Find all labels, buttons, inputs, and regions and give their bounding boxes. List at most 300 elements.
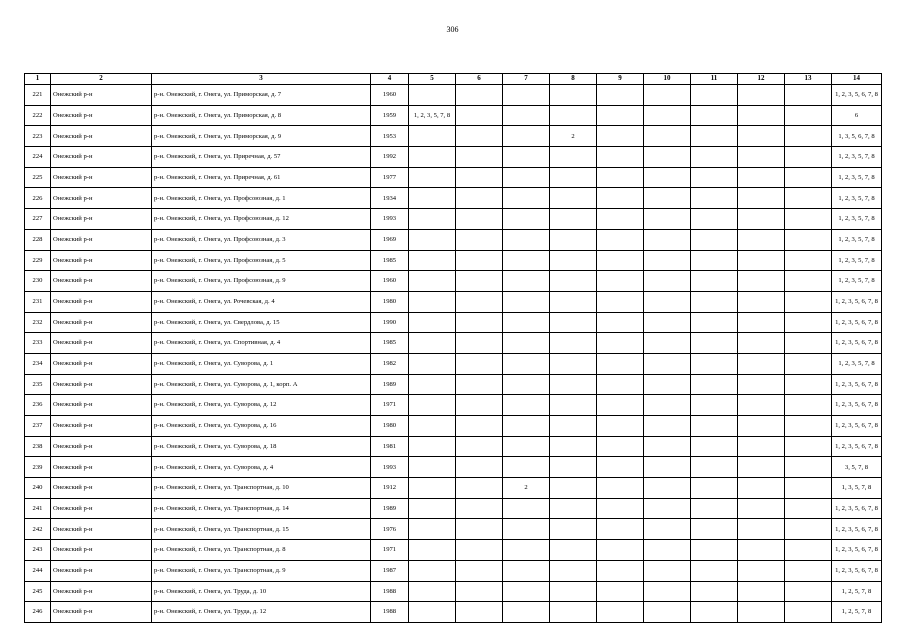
table-row xyxy=(25,271,882,292)
table-cell: р-н. Онежский, г. Онега, ул. Профсоюзная, д. 3 xyxy=(152,229,371,250)
table-cell: 244 xyxy=(25,560,51,581)
table-cell xyxy=(785,85,832,106)
table-cell xyxy=(597,333,644,354)
table-cell: р-н. Онежский, г. Онега, ул. Труда, д. 10 xyxy=(152,581,371,602)
table-cell xyxy=(409,395,456,416)
table-cell xyxy=(409,416,456,437)
table-cell xyxy=(456,374,503,395)
table-cell: 231 xyxy=(25,291,51,312)
table-cell xyxy=(409,602,456,623)
table-cell xyxy=(456,560,503,581)
table-cell xyxy=(738,457,785,478)
table-cell: 1980 xyxy=(371,416,409,437)
table-cell: 1, 2, 3, 5, 6, 7, 8 xyxy=(832,436,882,457)
table-cell xyxy=(691,167,738,188)
table-cell: р-н. Онежский, г. Онега, ул. Профсоюзная, д. 12 xyxy=(152,209,371,230)
table-cell: Онежский р-н xyxy=(51,333,152,354)
table-cell: 227 xyxy=(25,209,51,230)
table-cell xyxy=(550,436,597,457)
table-cell: 223 xyxy=(25,126,51,147)
table-cell xyxy=(644,540,691,561)
table-cell: Онежский р-н xyxy=(51,374,152,395)
table-cell xyxy=(503,250,550,271)
table-row xyxy=(25,353,882,374)
table-cell xyxy=(456,581,503,602)
table-cell: 1982 xyxy=(371,353,409,374)
table-cell: р-н. Онежский, г. Онега, ул. Суворова, д. 1 xyxy=(152,353,371,374)
table-cell xyxy=(550,188,597,209)
table-cell: Онежский р-н xyxy=(51,602,152,623)
table-cell xyxy=(597,250,644,271)
table-cell xyxy=(550,478,597,499)
table-cell xyxy=(738,602,785,623)
table-cell: р-н. Онежский, г. Онега, ул. Труда, д. 12 xyxy=(152,602,371,623)
table-cell xyxy=(738,188,785,209)
table-cell xyxy=(738,498,785,519)
table-cell: 2 xyxy=(550,126,597,147)
table-cell: 1981 xyxy=(371,436,409,457)
table-cell xyxy=(785,478,832,499)
column-header: 3 xyxy=(152,74,371,85)
table-cell: 230 xyxy=(25,271,51,292)
table-cell xyxy=(691,85,738,106)
table-cell: 1, 2, 5, 7, 8 xyxy=(832,602,882,623)
table-cell xyxy=(550,312,597,333)
table-cell xyxy=(738,540,785,561)
table-cell xyxy=(644,436,691,457)
table-row xyxy=(25,540,882,561)
table-cell: 1993 xyxy=(371,457,409,478)
table-cell xyxy=(691,333,738,354)
table-cell: р-н. Онежский, г. Онега, ул. Профсоюзная, д. 1 xyxy=(152,188,371,209)
table-cell xyxy=(691,312,738,333)
table-cell: 1989 xyxy=(371,374,409,395)
table-cell: 1, 2, 3, 5, 7, 8 xyxy=(832,229,882,250)
table-cell xyxy=(409,581,456,602)
table-cell xyxy=(550,395,597,416)
table-row xyxy=(25,395,882,416)
column-header: 9 xyxy=(597,74,644,85)
table-cell: 1, 2, 3, 5, 6, 7, 8 xyxy=(832,560,882,581)
table-cell xyxy=(691,519,738,540)
table-cell: Онежский р-н xyxy=(51,436,152,457)
table-body xyxy=(25,85,882,623)
housing-registry-table xyxy=(24,73,882,623)
table-cell: 225 xyxy=(25,167,51,188)
table-cell: 1990 xyxy=(371,312,409,333)
table-cell xyxy=(550,581,597,602)
table-cell: 1, 2, 3, 5, 6, 7, 8 xyxy=(832,540,882,561)
table-cell xyxy=(456,416,503,437)
table-row xyxy=(25,374,882,395)
table-cell xyxy=(456,147,503,168)
table-cell xyxy=(503,560,550,581)
table-cell xyxy=(597,105,644,126)
table-cell: Онежский р-н xyxy=(51,540,152,561)
table-cell xyxy=(785,291,832,312)
table-cell xyxy=(456,498,503,519)
table-cell: 1953 xyxy=(371,126,409,147)
table-cell xyxy=(785,126,832,147)
table-cell xyxy=(503,147,550,168)
table-cell xyxy=(785,581,832,602)
table-cell xyxy=(597,353,644,374)
table-cell: 1971 xyxy=(371,395,409,416)
column-header: 2 xyxy=(51,74,152,85)
table-cell xyxy=(785,560,832,581)
table-cell: Онежский р-н xyxy=(51,85,152,106)
table-row xyxy=(25,333,882,354)
table-cell xyxy=(503,374,550,395)
table-cell: 232 xyxy=(25,312,51,333)
table-cell xyxy=(644,105,691,126)
table-cell: Онежский р-н xyxy=(51,581,152,602)
table-cell xyxy=(785,250,832,271)
table-cell xyxy=(550,291,597,312)
table-cell xyxy=(597,209,644,230)
table-cell xyxy=(409,229,456,250)
table-cell xyxy=(785,312,832,333)
table-cell xyxy=(644,188,691,209)
table-cell: р-н. Онежский, г. Онега, ул. Транспортная, д. 15 xyxy=(152,519,371,540)
table-cell xyxy=(550,209,597,230)
table-cell xyxy=(409,333,456,354)
table-cell xyxy=(785,416,832,437)
table-cell xyxy=(785,209,832,230)
table-cell: р-н. Онежский, г. Онега, ул. Транспортная, д. 10 xyxy=(152,478,371,499)
table-row xyxy=(25,560,882,581)
table-cell xyxy=(597,602,644,623)
table-cell xyxy=(644,85,691,106)
table-cell: 1992 xyxy=(371,147,409,168)
table-cell xyxy=(597,126,644,147)
table-cell: 239 xyxy=(25,457,51,478)
table-cell xyxy=(503,229,550,250)
table-cell: Онежский р-н xyxy=(51,312,152,333)
table-cell: р-н. Онежский, г. Онега, ул. Приморская, д. 8 xyxy=(152,105,371,126)
table-cell xyxy=(738,126,785,147)
table-cell xyxy=(644,560,691,581)
table-cell xyxy=(785,147,832,168)
table-cell xyxy=(456,395,503,416)
table-cell xyxy=(738,519,785,540)
table-cell: 1, 2, 3, 5, 7, 8 xyxy=(832,353,882,374)
table-cell xyxy=(409,436,456,457)
table-cell xyxy=(785,602,832,623)
table-cell: 238 xyxy=(25,436,51,457)
table-cell: Онежский р-н xyxy=(51,147,152,168)
table-cell: 1969 xyxy=(371,229,409,250)
table-row xyxy=(25,188,882,209)
table-cell: 1993 xyxy=(371,209,409,230)
table-cell: 1, 2, 3, 5, 6, 7, 8 xyxy=(832,85,882,106)
table-cell xyxy=(691,395,738,416)
table-row xyxy=(25,498,882,519)
table-cell xyxy=(409,478,456,499)
table-cell xyxy=(691,602,738,623)
table-cell xyxy=(409,560,456,581)
table-cell xyxy=(456,602,503,623)
table-cell xyxy=(456,105,503,126)
table-cell: Онежский р-н xyxy=(51,105,152,126)
table-cell: 6 xyxy=(832,105,882,126)
table-cell xyxy=(456,85,503,106)
table-cell xyxy=(597,560,644,581)
table-cell: Онежский р-н xyxy=(51,498,152,519)
table-cell: 1934 xyxy=(371,188,409,209)
table-cell: 246 xyxy=(25,602,51,623)
table-cell xyxy=(738,312,785,333)
table-cell: 236 xyxy=(25,395,51,416)
table-cell: Онежский р-н xyxy=(51,353,152,374)
table-cell xyxy=(550,560,597,581)
table-cell: 1960 xyxy=(371,271,409,292)
table-cell xyxy=(597,581,644,602)
table-cell xyxy=(785,353,832,374)
table-cell: Онежский р-н xyxy=(51,416,152,437)
table-row xyxy=(25,167,882,188)
column-header: 1 xyxy=(25,74,51,85)
table-cell xyxy=(785,333,832,354)
table-cell: р-н. Онежский, г. Онега, ул. Профсоюзная, д. 9 xyxy=(152,271,371,292)
table-cell: 2 xyxy=(503,478,550,499)
table-cell xyxy=(456,188,503,209)
table-cell xyxy=(785,271,832,292)
table-cell xyxy=(503,581,550,602)
table-cell xyxy=(550,374,597,395)
table-row xyxy=(25,519,882,540)
table-cell xyxy=(644,126,691,147)
table-cell xyxy=(456,291,503,312)
table-cell: 3, 5, 7, 8 xyxy=(832,457,882,478)
table-cell xyxy=(409,540,456,561)
column-header: 5 xyxy=(409,74,456,85)
table-cell xyxy=(550,498,597,519)
table-cell xyxy=(409,147,456,168)
table-row xyxy=(25,105,882,126)
table-cell xyxy=(644,602,691,623)
table-cell: р-н. Онежский, г. Онега, ул. Спортивная, д. 4 xyxy=(152,333,371,354)
table-cell xyxy=(550,229,597,250)
table-cell xyxy=(597,229,644,250)
table-row xyxy=(25,581,882,602)
table-cell xyxy=(597,478,644,499)
table-cell xyxy=(597,395,644,416)
table-cell: р-н. Онежский, г. Онега, ул. Транспортная, д. 8 xyxy=(152,540,371,561)
table-cell: 1, 2, 3, 5, 7, 8 xyxy=(832,209,882,230)
table-cell xyxy=(409,85,456,106)
table-cell xyxy=(691,436,738,457)
table-cell: Онежский р-н xyxy=(51,188,152,209)
table-cell: р-н. Онежский, г. Онега, ул. Суворова, д. 12 xyxy=(152,395,371,416)
table-cell xyxy=(785,374,832,395)
table-cell xyxy=(738,581,785,602)
table-cell: р-н. Онежский, г. Онега, ул. Свердлова, д. 15 xyxy=(152,312,371,333)
table-header xyxy=(25,74,882,85)
table-cell xyxy=(456,436,503,457)
table-cell xyxy=(503,436,550,457)
table-cell: р-н. Онежский, г. Онега, ул. Суворова, д. 1, корп. А xyxy=(152,374,371,395)
table-cell: 1, 3, 5, 6, 7, 8 xyxy=(832,126,882,147)
table-cell xyxy=(691,374,738,395)
table-cell: 234 xyxy=(25,353,51,374)
table-cell xyxy=(550,250,597,271)
table-cell xyxy=(738,560,785,581)
table-cell xyxy=(503,271,550,292)
column-header: 11 xyxy=(691,74,738,85)
table-cell: Онежский р-н xyxy=(51,250,152,271)
table-cell: 1985 xyxy=(371,333,409,354)
table-cell xyxy=(597,457,644,478)
table-cell xyxy=(644,395,691,416)
table-cell xyxy=(738,291,785,312)
table-cell: 1, 2, 5, 7, 8 xyxy=(832,581,882,602)
table-cell xyxy=(738,209,785,230)
table-cell xyxy=(409,498,456,519)
table-cell xyxy=(409,374,456,395)
table-row xyxy=(25,436,882,457)
table-cell xyxy=(644,229,691,250)
table-cell xyxy=(550,271,597,292)
table-cell xyxy=(644,498,691,519)
table-cell: 1, 2, 3, 5, 7, 8 xyxy=(832,188,882,209)
table-cell: 222 xyxy=(25,105,51,126)
table-cell: р-н. Онежский, г. Онега, ул. Приречная, д. 61 xyxy=(152,167,371,188)
table-cell: 1988 xyxy=(371,602,409,623)
table-cell xyxy=(597,498,644,519)
table-cell: Онежский р-н xyxy=(51,167,152,188)
table-cell xyxy=(409,250,456,271)
table-cell xyxy=(456,519,503,540)
table-cell: 1989 xyxy=(371,498,409,519)
table-cell xyxy=(691,478,738,499)
table-cell xyxy=(503,312,550,333)
table-cell: 224 xyxy=(25,147,51,168)
table-cell xyxy=(456,250,503,271)
table-cell xyxy=(503,498,550,519)
table-cell xyxy=(409,188,456,209)
table-cell xyxy=(691,229,738,250)
table-cell xyxy=(409,209,456,230)
table-cell xyxy=(644,291,691,312)
table-row xyxy=(25,478,882,499)
table-cell xyxy=(691,457,738,478)
table-cell xyxy=(691,416,738,437)
table-cell: Онежский р-н xyxy=(51,519,152,540)
table-cell xyxy=(785,540,832,561)
table-cell: 1, 2, 3, 5, 6, 7, 8 xyxy=(832,498,882,519)
table-cell xyxy=(691,209,738,230)
table-cell xyxy=(691,291,738,312)
column-header: 14 xyxy=(832,74,882,85)
table-cell xyxy=(550,416,597,437)
table-cell xyxy=(644,167,691,188)
table-cell xyxy=(785,436,832,457)
table-cell: 1, 2, 3, 5, 6, 7, 8 xyxy=(832,312,882,333)
table-cell: 1, 2, 3, 5, 6, 7, 8 xyxy=(832,374,882,395)
header-row xyxy=(25,74,882,85)
table-row xyxy=(25,457,882,478)
table-cell: р-н. Онежский, г. Онега, ул. Транспортная, д. 9 xyxy=(152,560,371,581)
table-cell xyxy=(738,167,785,188)
table-cell xyxy=(456,540,503,561)
table-cell xyxy=(550,519,597,540)
table-cell xyxy=(503,353,550,374)
table-cell xyxy=(503,457,550,478)
table-cell: 1, 2, 3, 5, 7, 8 xyxy=(409,105,456,126)
table-cell xyxy=(503,105,550,126)
table-cell xyxy=(409,291,456,312)
table-cell xyxy=(550,147,597,168)
table-cell xyxy=(738,147,785,168)
table-row xyxy=(25,126,882,147)
page-number: 306 xyxy=(446,25,459,34)
table-cell: р-н. Онежский, г. Онега, ул. Приречная, д. 57 xyxy=(152,147,371,168)
table-cell: 226 xyxy=(25,188,51,209)
table-cell: 241 xyxy=(25,498,51,519)
table-cell: 1988 xyxy=(371,581,409,602)
table-cell xyxy=(738,333,785,354)
table-cell: 242 xyxy=(25,519,51,540)
table-cell xyxy=(409,353,456,374)
column-header: 12 xyxy=(738,74,785,85)
table-cell xyxy=(456,229,503,250)
table-cell: 1, 2, 3, 5, 7, 8 xyxy=(832,167,882,188)
table-cell: 1, 2, 3, 5, 6, 7, 8 xyxy=(832,519,882,540)
table-cell: р-н. Онежский, г. Онега, ул. Профсоюзная, д. 5 xyxy=(152,250,371,271)
table-cell xyxy=(691,560,738,581)
table-cell: 235 xyxy=(25,374,51,395)
table-cell xyxy=(409,271,456,292)
table-cell: Онежский р-н xyxy=(51,229,152,250)
table-cell xyxy=(738,436,785,457)
table-cell xyxy=(503,333,550,354)
table-cell xyxy=(503,126,550,147)
table-cell xyxy=(503,85,550,106)
table-cell: р-н. Онежский, г. Онега, ул. Рочевская, д. 4 xyxy=(152,291,371,312)
table-cell: Онежский р-н xyxy=(51,209,152,230)
table-cell: 1976 xyxy=(371,519,409,540)
table-cell xyxy=(456,478,503,499)
table-cell: 245 xyxy=(25,581,51,602)
table-cell xyxy=(456,167,503,188)
table-row xyxy=(25,209,882,230)
table-cell: Онежский р-н xyxy=(51,457,152,478)
table-cell xyxy=(550,353,597,374)
table-cell xyxy=(597,519,644,540)
table-cell: 1, 3, 5, 7, 8 xyxy=(832,478,882,499)
column-header: 7 xyxy=(503,74,550,85)
table-cell: 1, 2, 3, 5, 6, 7, 8 xyxy=(832,395,882,416)
table-cell xyxy=(597,271,644,292)
table-cell xyxy=(691,498,738,519)
table-cell xyxy=(785,395,832,416)
table-cell xyxy=(691,581,738,602)
table-cell xyxy=(503,519,550,540)
table-cell: р-н. Онежский, г. Онега, ул. Суворова, д. 18 xyxy=(152,436,371,457)
table-cell xyxy=(738,271,785,292)
column-header: 6 xyxy=(456,74,503,85)
table-cell xyxy=(691,353,738,374)
table-cell xyxy=(409,312,456,333)
table-cell: р-н. Онежский, г. Онега, ул. Приморская, д. 9 xyxy=(152,126,371,147)
table-cell: 1, 2, 3, 5, 7, 8 xyxy=(832,250,882,271)
table-cell: р-н. Онежский, г. Онега, ул. Суворова, д. 4 xyxy=(152,457,371,478)
table-cell xyxy=(785,457,832,478)
table-cell xyxy=(644,209,691,230)
table-cell xyxy=(597,85,644,106)
table-cell xyxy=(597,436,644,457)
